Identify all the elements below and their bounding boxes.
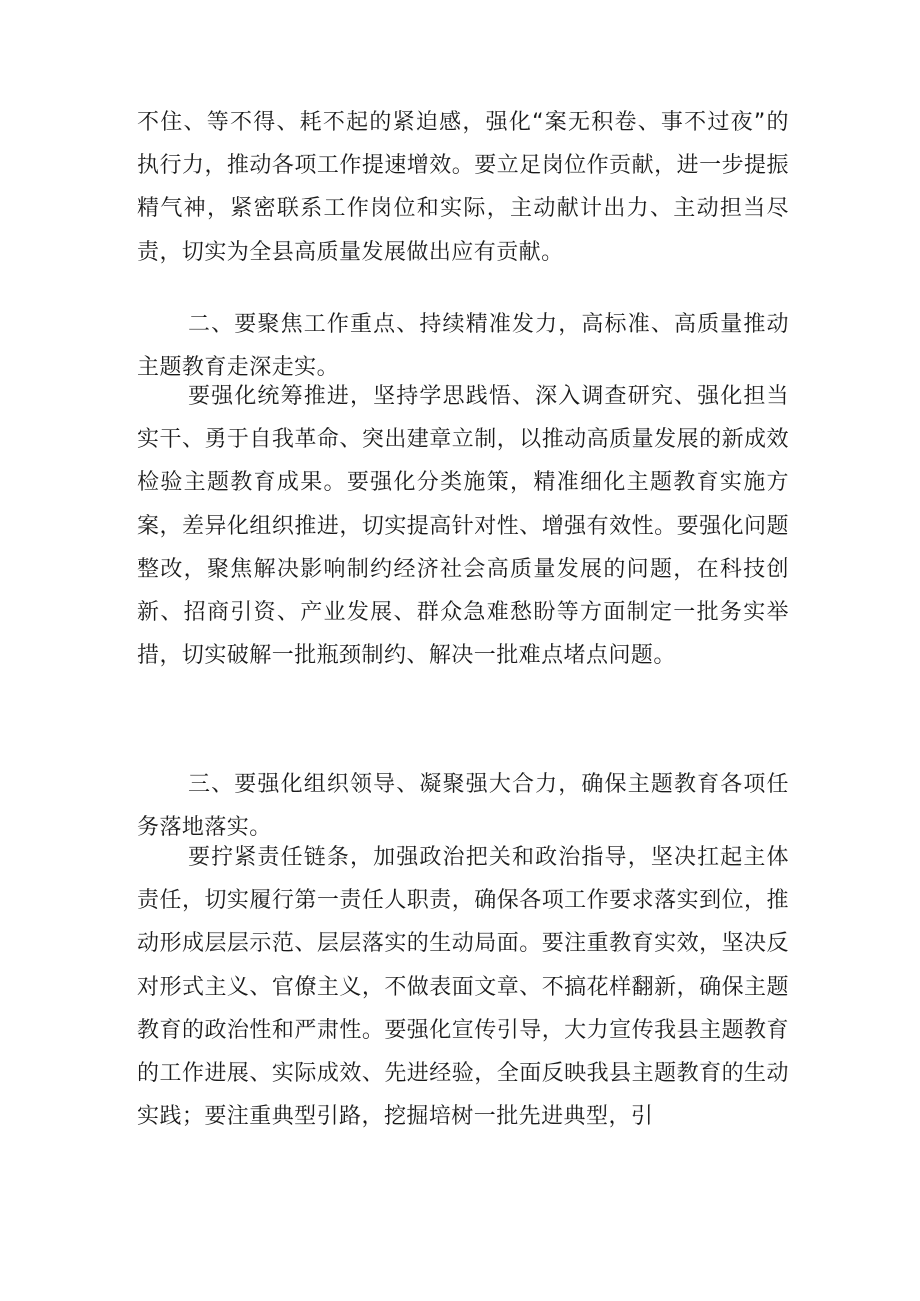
section-heading-three: 三、要强化组织领导、凝聚强大合力，确保主题教育各项任务落地落实。 xyxy=(137,772,789,841)
paragraph-continued: 不住、等不得、耗不起的紧迫感，强化“案无积卷、事不过夜”的执行力，推动各项工作提速增效。要立足岗位作贡献，进一步提振精气神，紧密联系工作岗位和实际，主动献计出力、主动担当尽责，切实为全县高质量发展做出应有贡献。 xyxy=(137,110,789,265)
paragraph-section-two-body: 要强化统筹推进，坚持学思践悟、深入调查研究、强化担当实干、勇于自我革命、突出建章立制，以推动高质量发展的新成效检验主题教育成果。要强化分类施策，精准细化主题教育实施方案，差异化组织推进，切实提高针对性、增强有效性。要强化问题整改，聚焦解决影响制约经济社会高质量发展的问题，在科技创新、招商引资、产业发展、群众急难愁盼等方面制定一批务实举措，切实破解一批瓶颈制约、解决一批难点堵点问题。 xyxy=(137,384,789,669)
section-heading-two: 二、要聚焦工作重点、持续精准发力，高标准、高质量推动主题教育走深走实。 xyxy=(137,312,789,381)
paragraph-section-three-body: 要拧紧责任链条，加强政治把关和政治指导，坚决扛起主体责任，切实履行第一责任人职责，确保各项工作要求落实到位，推动形成层层示范、层层落实的生动局面。要注重教育实效，坚决反对形式主义、官僚主义，不做表面文章、不搞花样翻新，确保主题教育的政治性和严肃性。要强化宣传引导，大力宣传我县主题教育的工作进展、实际成效、先进经验，全面反映我县主题教育的生动实践；要注重典型引路，挖掘培树一批先进典型，引 xyxy=(137,845,789,1130)
